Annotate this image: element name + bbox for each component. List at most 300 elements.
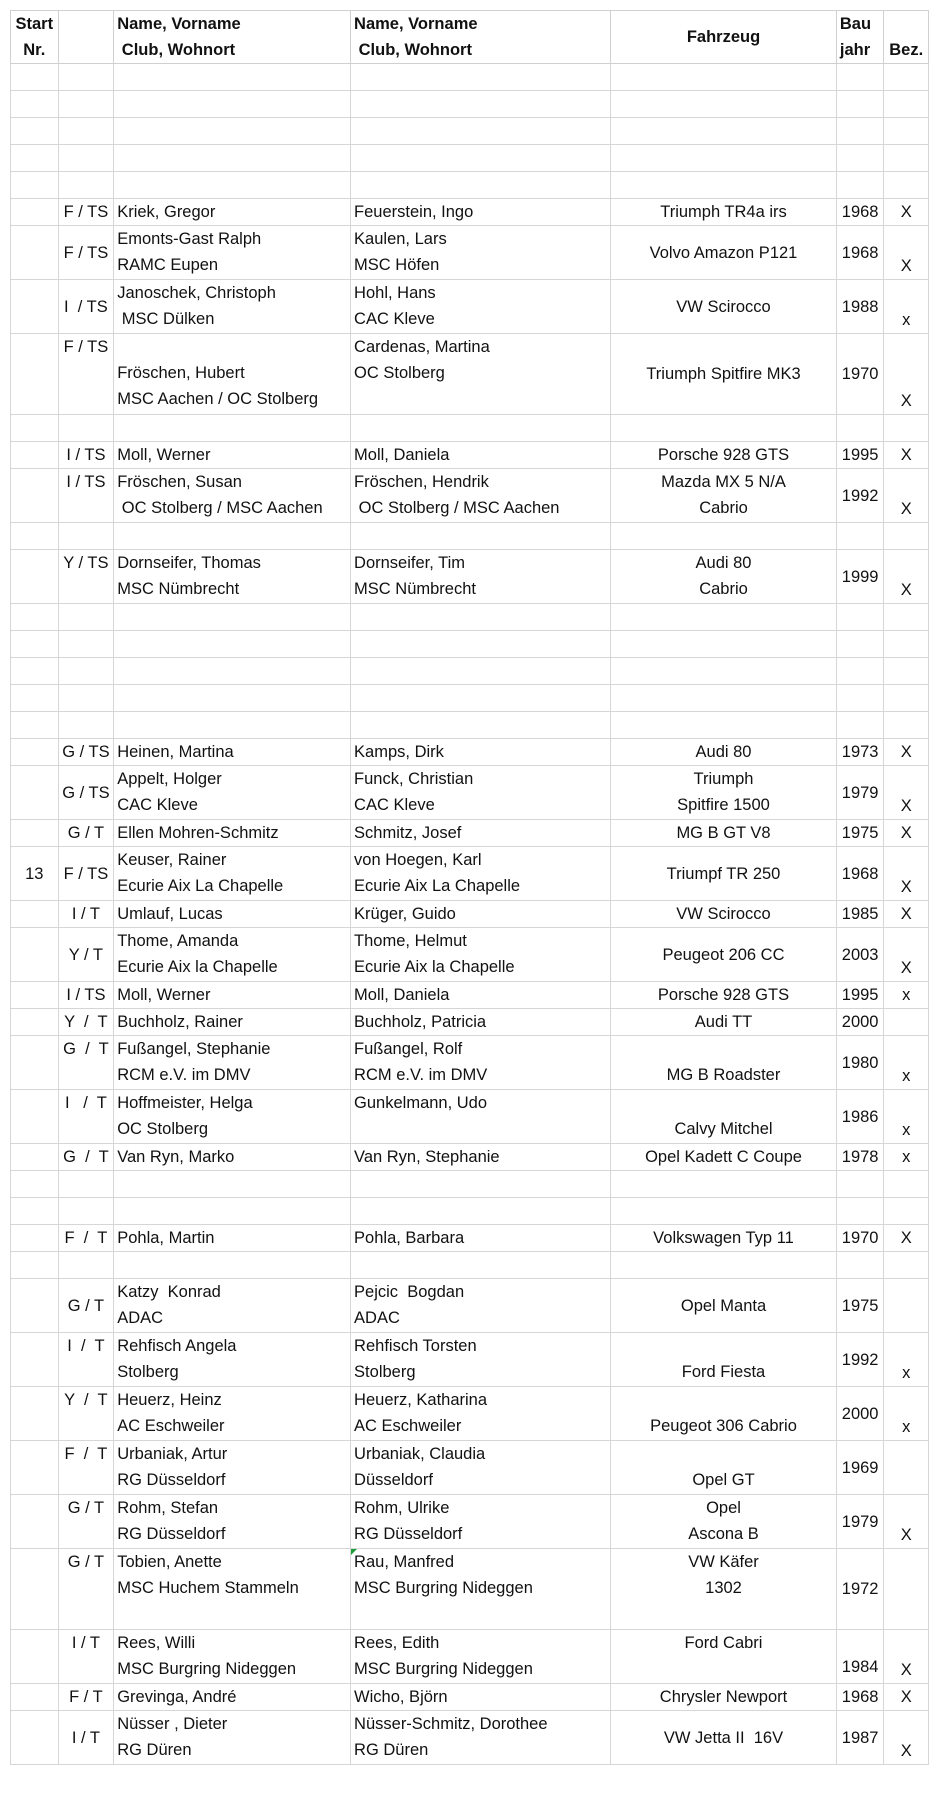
empty-cell [836,712,884,739]
year-cell: 1970 [836,1225,884,1252]
codriver-cell: von Hoegen, Karl Ecurie Aix La Chapelle [351,847,611,901]
codriver-cell: Buchholz, Patricia [351,1009,611,1036]
empty-cell [884,1171,929,1198]
empty-cell [836,1198,884,1225]
bez-cell [884,1549,929,1630]
category-cell: G / T [58,820,114,847]
empty-cell [351,604,611,631]
empty-cell [11,658,59,685]
start-nr-cell [11,1495,59,1549]
empty-cell [58,712,114,739]
header-year: Bau jahr [836,11,884,64]
year-cell: 1972 [836,1549,884,1630]
empty-cell [611,64,837,91]
year-cell: 1992 [836,1333,884,1387]
bez-cell: x [884,280,929,334]
category-cell: I / T [58,1333,114,1387]
empty-cell [58,415,114,442]
category-cell: F / TS [58,334,114,415]
bez-cell: X [884,766,929,820]
vehicle-cell: Mazda MX 5 N/A Cabrio [611,469,837,523]
empty-cell [114,118,351,145]
bez-cell: X [884,334,929,415]
codriver-cell: Heuerz, Katharina AC Eschweiler [351,1387,611,1441]
table-row [11,469,929,523]
codriver-cell: Kaulen, Lars MSC Höfen [351,226,611,280]
bez-cell: X [884,1630,929,1684]
empty-cell [611,523,837,550]
empty-cell [58,91,114,118]
table-row [11,1009,929,1036]
empty-cell [114,631,351,658]
start-nr-cell [11,1090,59,1144]
entry-list-table [10,10,929,1765]
empty-cell [884,415,929,442]
empty-cell [114,685,351,712]
bez-cell [884,1441,929,1495]
vehicle-cell: MG B Roadster [611,1036,837,1090]
driver-cell: Kriek, Gregor [114,199,351,226]
vehicle-cell: VW Jetta II 16V [611,1711,837,1765]
vehicle-cell: MG B GT V8 [611,820,837,847]
driver-cell: Nüsser , Dieter RG Düren [114,1711,351,1765]
year-cell: 1985 [836,901,884,928]
empty-cell [114,658,351,685]
empty-cell [836,1252,884,1279]
empty-cell [884,604,929,631]
empty-cell [884,631,929,658]
category-cell: I / TS [58,469,114,523]
empty-row [11,658,929,685]
vehicle-cell: Audi TT [611,1009,837,1036]
year-cell: 1968 [836,847,884,901]
table-row [11,820,929,847]
bez-cell: X [884,550,929,604]
driver-cell: Moll, Werner [114,442,351,469]
bez-cell: x [884,982,929,1009]
category-cell: I / TS [58,280,114,334]
driver-cell: Rehfisch Angela Stolberg [114,1333,351,1387]
codriver-cell: Rehfisch Torsten Stolberg [351,1333,611,1387]
year-cell: 1995 [836,982,884,1009]
empty-cell [351,145,611,172]
driver-cell: Buchholz, Rainer [114,1009,351,1036]
start-nr-cell [11,739,59,766]
empty-cell [351,1198,611,1225]
empty-cell [11,1252,59,1279]
driver-cell: Moll, Werner [114,982,351,1009]
start-nr-cell [11,1144,59,1171]
driver-cell: Fröschen, Hubert MSC Aachen / OC Stolberg [114,334,351,415]
empty-cell [611,1252,837,1279]
start-nr-cell [11,1441,59,1495]
start-nr-cell [11,226,59,280]
category-cell: I / TS [58,442,114,469]
category-cell: G / T [58,1036,114,1090]
codriver-cell: Rau, Manfred MSC Burgring Nideggen [351,1549,611,1630]
year-cell: 1984 [836,1630,884,1684]
table-row [11,982,929,1009]
empty-row [11,1252,929,1279]
table-row [11,442,929,469]
codriver-cell: Schmitz, Josef [351,820,611,847]
table-row [11,928,929,982]
header-bez: Bez. [884,11,929,64]
category-cell: F / T [58,1225,114,1252]
category-cell: Y / T [58,928,114,982]
table-row [11,1036,929,1090]
driver-cell: Tobien, Anette MSC Huchem Stammeln [114,1549,351,1630]
vehicle-cell: Opel GT [611,1441,837,1495]
empty-cell [58,1252,114,1279]
vehicle-cell: Porsche 928 GTS [611,442,837,469]
bez-cell: X [884,1225,929,1252]
empty-row [11,172,929,199]
start-nr-cell [11,1279,59,1333]
start-nr-cell [11,1711,59,1765]
empty-row [11,523,929,550]
empty-cell [58,64,114,91]
driver-cell: Rohm, Stefan RG Düsseldorf [114,1495,351,1549]
start-nr-cell [11,280,59,334]
empty-cell [58,145,114,172]
driver-cell: Grevinga, André [114,1684,351,1711]
category-cell: G / T [58,1144,114,1171]
vehicle-cell: Porsche 928 GTS [611,982,837,1009]
year-cell: 1980 [836,1036,884,1090]
table-row [11,1549,929,1630]
codriver-cell: Thome, Helmut Ecurie Aix la Chapelle [351,928,611,982]
driver-cell: Thome, Amanda Ecurie Aix la Chapelle [114,928,351,982]
year-cell: 2000 [836,1009,884,1036]
empty-cell [836,64,884,91]
bez-cell: x [884,1144,929,1171]
driver-cell: Fröschen, Susan OC Stolberg / MSC Aachen [114,469,351,523]
year-cell: 2000 [836,1387,884,1441]
driver-cell: Heuerz, Heinz AC Eschweiler [114,1387,351,1441]
table-row [11,1684,929,1711]
empty-cell [884,658,929,685]
empty-cell [836,604,884,631]
empty-cell [114,145,351,172]
codriver-cell: Hohl, Hans CAC Kleve [351,280,611,334]
empty-cell [611,118,837,145]
empty-cell [884,118,929,145]
empty-cell [351,1252,611,1279]
vehicle-cell: Triumph Spitfire 1500 [611,766,837,820]
empty-cell [11,145,59,172]
codriver-cell: Van Ryn, Stephanie [351,1144,611,1171]
start-nr-cell: 13 [11,847,59,901]
driver-cell: Ellen Mohren-Schmitz [114,820,351,847]
bez-cell: X [884,820,929,847]
empty-cell [114,712,351,739]
codriver-cell: Fröschen, Hendrik OC Stolberg / MSC Aachen [351,469,611,523]
table-row [11,1387,929,1441]
empty-cell [11,118,59,145]
empty-cell [58,1171,114,1198]
vehicle-cell: VW Scirocco [611,901,837,928]
vehicle-cell: Triumph TR4a irs [611,199,837,226]
table-row [11,847,929,901]
table-row [11,1279,929,1333]
empty-cell [836,685,884,712]
empty-cell [836,145,884,172]
table-row [11,766,929,820]
empty-cell [114,91,351,118]
driver-cell: Appelt, Holger CAC Kleve [114,766,351,820]
codriver-cell: Wicho, Björn [351,1684,611,1711]
table-row [11,280,929,334]
category-cell: Y / TS [58,550,114,604]
category-cell: I / T [58,901,114,928]
empty-cell [58,523,114,550]
codriver-cell: Rohm, Ulrike RG Düsseldorf [351,1495,611,1549]
empty-cell [884,685,929,712]
empty-cell [351,118,611,145]
codriver-cell: Rees, Edith MSC Burgring Nideggen [351,1630,611,1684]
empty-cell [351,685,611,712]
year-cell: 1968 [836,1684,884,1711]
empty-row [11,64,929,91]
empty-cell [58,685,114,712]
empty-cell [836,91,884,118]
category-cell: F / T [58,1684,114,1711]
year-cell: 1999 [836,550,884,604]
category-cell: Y / T [58,1387,114,1441]
header-name-codriver: Name, Vorname Club, Wohnort [351,11,611,64]
driver-cell: Umlauf, Lucas [114,901,351,928]
empty-cell [884,712,929,739]
bez-cell: X [884,199,929,226]
vehicle-cell: VW Scirocco [611,280,837,334]
bez-cell: X [884,1495,929,1549]
year-cell: 1975 [836,820,884,847]
year-cell: 1987 [836,1711,884,1765]
empty-cell [58,604,114,631]
empty-cell [351,172,611,199]
table-row [11,1333,929,1387]
header-start-nr: Start Nr. [11,11,59,64]
empty-row [11,1171,929,1198]
vehicle-cell: Calvy Mitchel [611,1090,837,1144]
empty-cell [11,172,59,199]
start-nr-cell [11,469,59,523]
empty-row [11,685,929,712]
empty-cell [114,1198,351,1225]
empty-cell [11,631,59,658]
vehicle-cell: VW Käfer 1302 [611,1549,837,1630]
vehicle-cell: Peugeot 306 Cabrio [611,1387,837,1441]
category-cell: F / T [58,1441,114,1495]
empty-cell [11,1198,59,1225]
year-cell: 1969 [836,1441,884,1495]
start-nr-cell [11,901,59,928]
codriver-cell: Pejcic Bogdan ADAC [351,1279,611,1333]
empty-row [11,712,929,739]
empty-cell [11,1171,59,1198]
header-category [58,11,114,64]
vehicle-cell: Chrysler Newport [611,1684,837,1711]
empty-cell [836,631,884,658]
category-cell: I / TS [58,982,114,1009]
empty-cell [836,118,884,145]
empty-cell [836,1171,884,1198]
vehicle-cell: Volvo Amazon P121 [611,226,837,280]
vehicle-cell: Audi 80 [611,739,837,766]
empty-cell [58,658,114,685]
vehicle-cell: Triumph Spitfire MK3 [611,334,837,415]
vehicle-cell: Opel Manta [611,1279,837,1333]
empty-cell [351,91,611,118]
category-cell: G / T [58,1549,114,1630]
bez-cell: x [884,1036,929,1090]
driver-cell: Janoschek, Christoph MSC Dülken [114,280,351,334]
year-cell: 1992 [836,469,884,523]
driver-cell: Van Ryn, Marko [114,1144,351,1171]
empty-cell [836,523,884,550]
empty-cell [884,1198,929,1225]
start-nr-cell [11,442,59,469]
codriver-cell: Cardenas, Martina OC Stolberg [351,334,611,415]
empty-cell [611,91,837,118]
empty-cell [58,1198,114,1225]
year-cell: 1970 [836,334,884,415]
empty-cell [114,1252,351,1279]
vehicle-cell: Ford Fiesta [611,1333,837,1387]
empty-cell [351,523,611,550]
header-vehicle: Fahrzeug [611,11,837,64]
category-cell: F / TS [58,226,114,280]
start-nr-cell [11,199,59,226]
empty-cell [11,415,59,442]
codriver-cell: Urbaniak, Claudia Düsseldorf [351,1441,611,1495]
table-row [11,739,929,766]
category-cell: I / T [58,1711,114,1765]
empty-cell [114,1171,351,1198]
start-nr-cell [11,766,59,820]
category-cell: I / T [58,1630,114,1684]
empty-cell [114,415,351,442]
empty-cell [11,64,59,91]
empty-cell [611,172,837,199]
codriver-cell: Kamps, Dirk [351,739,611,766]
vehicle-cell: Opel Kadett C Coupe [611,1144,837,1171]
empty-cell [114,604,351,631]
codriver-cell: Fußangel, Rolf RCM e.V. im DMV [351,1036,611,1090]
driver-cell: Katzy Konrad ADAC [114,1279,351,1333]
start-nr-cell [11,1333,59,1387]
empty-cell [884,64,929,91]
empty-cell [11,523,59,550]
table-row [11,1630,929,1684]
codriver-cell: Nüsser-Schmitz, Dorothee RG Düren [351,1711,611,1765]
start-nr-cell [11,1387,59,1441]
vehicle-cell: Audi 80 Cabrio [611,550,837,604]
start-nr-cell [11,1630,59,1684]
empty-cell [11,604,59,631]
start-nr-cell [11,820,59,847]
empty-cell [11,91,59,118]
empty-cell [351,64,611,91]
empty-cell [351,415,611,442]
driver-cell: Urbaniak, Artur RG Düsseldorf [114,1441,351,1495]
table-row [11,550,929,604]
driver-cell: Emonts-Gast Ralph RAMC Eupen [114,226,351,280]
empty-row [11,415,929,442]
empty-cell [884,523,929,550]
empty-cell [836,658,884,685]
empty-cell [611,415,837,442]
codriver-cell: Moll, Daniela [351,442,611,469]
category-cell: Y / T [58,1009,114,1036]
category-cell: F / TS [58,847,114,901]
bez-cell: X [884,928,929,982]
table-row [11,901,929,928]
start-nr-cell [11,334,59,415]
empty-cell [114,172,351,199]
empty-row [11,91,929,118]
empty-cell [884,1252,929,1279]
start-nr-cell [11,1036,59,1090]
year-cell: 1978 [836,1144,884,1171]
year-cell: 1995 [836,442,884,469]
empty-cell [836,172,884,199]
year-cell: 1988 [836,280,884,334]
bez-cell: x [884,1090,929,1144]
empty-cell [884,91,929,118]
bez-cell: X [884,442,929,469]
header-name-driver: Name, Vorname Club, Wohnort [114,11,351,64]
codriver-cell: Dornseifer, Tim MSC Nümbrecht [351,550,611,604]
bez-cell: X [884,1684,929,1711]
comment-marker-icon [351,1549,357,1555]
bez-cell: X [884,1711,929,1765]
category-cell: G / T [58,1279,114,1333]
year-cell: 1968 [836,199,884,226]
bez-cell: X [884,226,929,280]
driver-cell: Hoffmeister, Helga OC Stolberg [114,1090,351,1144]
category-cell: I / T [58,1090,114,1144]
vehicle-cell: Ford Cabri [611,1630,837,1684]
empty-cell [351,712,611,739]
table-row [11,334,929,415]
bez-cell: X [884,847,929,901]
driver-cell: Keuser, Rainer Ecurie Aix La Chapelle [114,847,351,901]
empty-cell [58,631,114,658]
empty-row [11,145,929,172]
table-row [11,199,929,226]
driver-cell: Rees, Willi MSC Burgring Nideggen [114,1630,351,1684]
empty-cell [114,523,351,550]
start-nr-cell [11,982,59,1009]
year-cell: 1968 [836,226,884,280]
bez-cell: x [884,1333,929,1387]
start-nr-cell [11,1549,59,1630]
codriver-cell: Gunkelmann, Udo [351,1090,611,1144]
vehicle-cell: Peugeot 206 CC [611,928,837,982]
vehicle-cell: Triumpf TR 250 [611,847,837,901]
empty-cell [11,712,59,739]
empty-cell [58,118,114,145]
empty-cell [611,604,837,631]
year-cell: 1979 [836,1495,884,1549]
table-row [11,226,929,280]
start-nr-cell [11,1009,59,1036]
codriver-cell: Krüger, Guido [351,901,611,928]
bez-cell: X [884,739,929,766]
empty-cell [351,658,611,685]
